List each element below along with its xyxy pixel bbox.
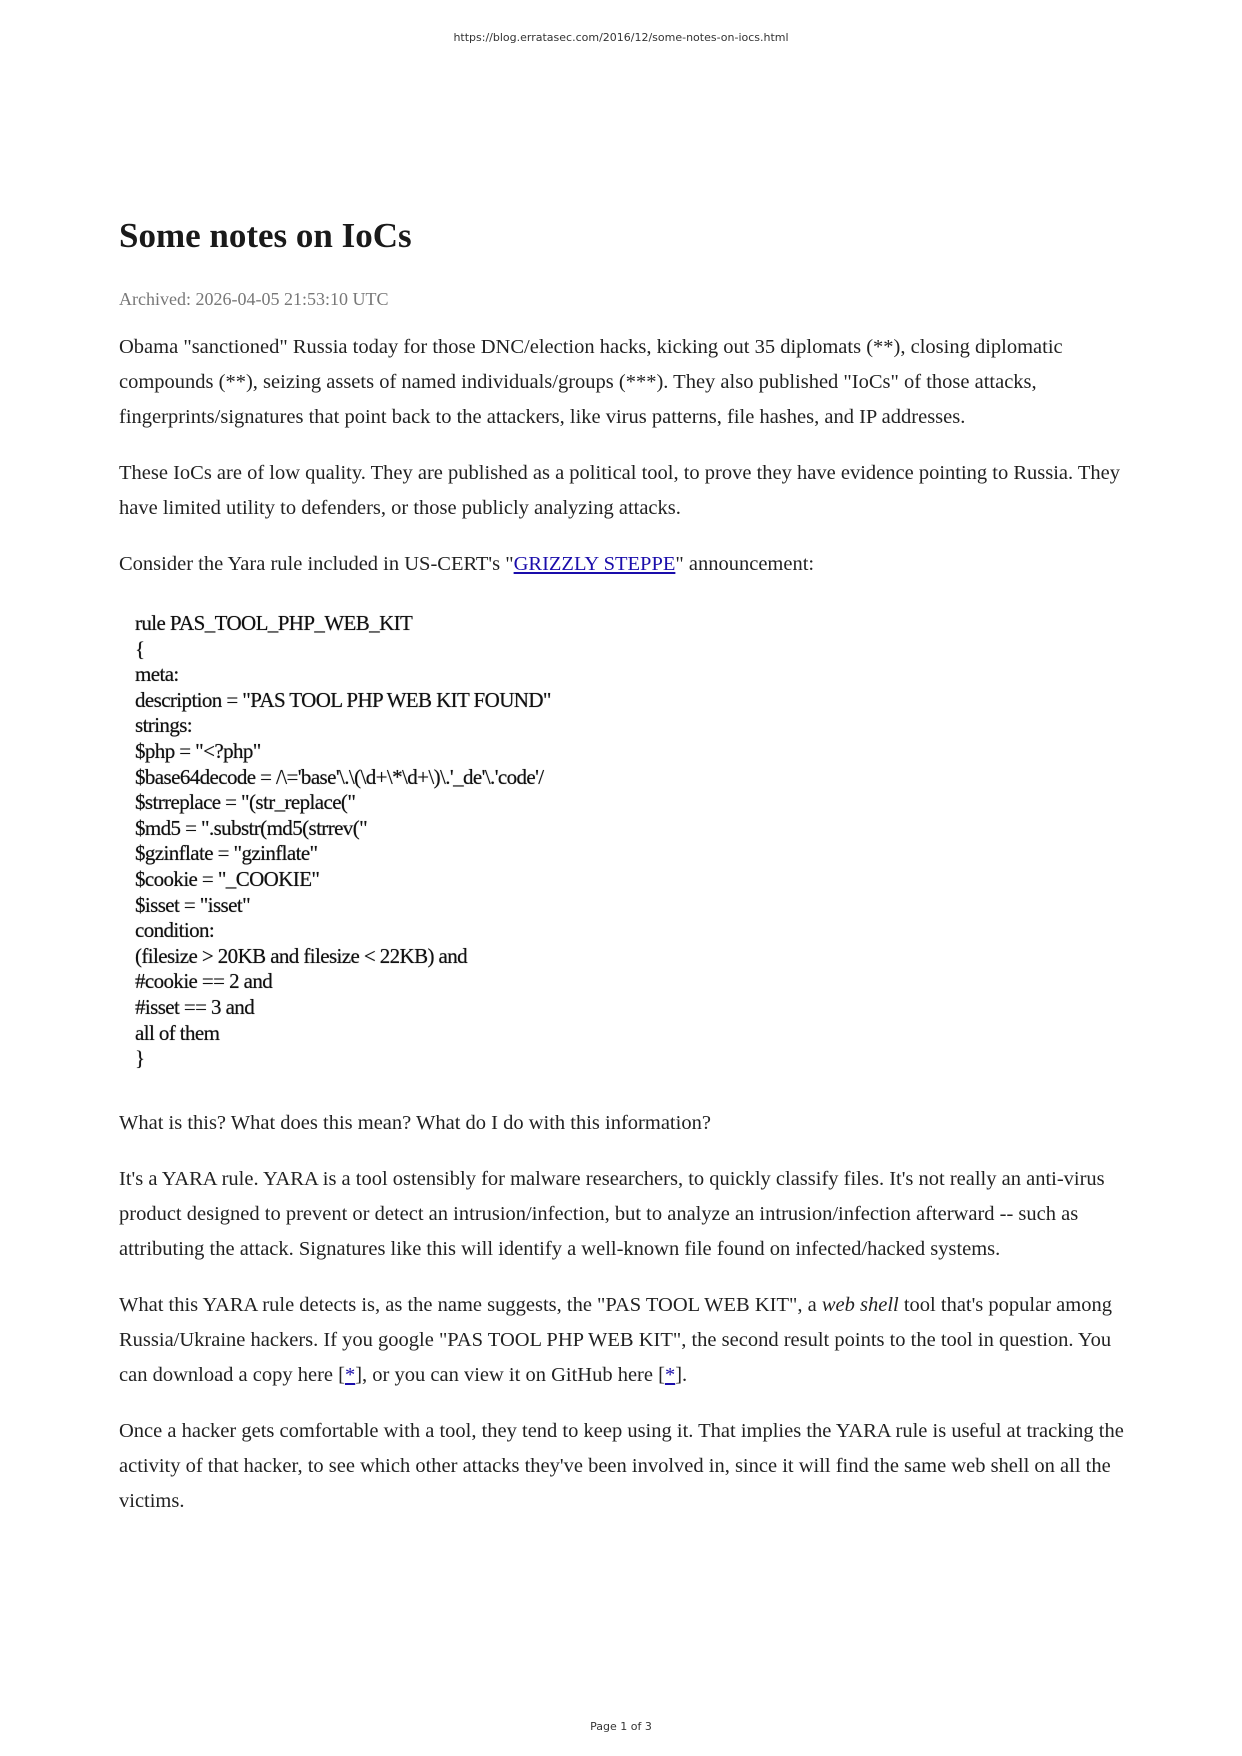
yara-rule-line: } — [135, 1046, 145, 1071]
paragraph-5: It's a YARA rule. YARA is a tool ostensibly for malware researchers, to quickly classify files. It's not really an anti-virus product designed to prevent or detect an intrusion/infection, but to analyze an intrusion/infection afterward -- such as attributing the attack. Signatures like this will identify a well-known file found on infected/hacked systems. — [119, 1167, 1105, 1260]
article-title: Some notes on IoCs — [119, 216, 412, 255]
yara-rule-line: condition: — [135, 918, 215, 943]
paragraph-6-text-4: ]. — [675, 1363, 688, 1386]
yara-rule-line: strings: — [135, 713, 193, 738]
paragraph-7: Once a hacker gets comfortable with a tool, they tend to keep using it. That implies the YARA rule is useful at tracking the activity of that hacker, to see which other attacks they've been involved in, since it will find the same web shell on all the victims. — [119, 1419, 1124, 1512]
paragraph-6-text-3: ], or you can view it on GitHub here [ — [355, 1363, 665, 1386]
yara-rule-line: (filesize > 20KB and filesize < 22KB) and — [135, 943, 468, 968]
paragraph-6-text-1: What this YARA rule detects is, as the name suggests, the "PAS TOOL WEB KIT", a — [119, 1293, 822, 1316]
yara-rule-line: description = "PAS TOOL PHP WEB KIT FOUND" — [135, 687, 551, 712]
yara-rule-line: meta: — [135, 662, 179, 687]
yara-rule-line: $strreplace = "(str_replace(" — [135, 790, 356, 815]
yara-rule-line: { — [135, 636, 145, 661]
paragraph-6 — [119, 1288, 1129, 1393]
yara-rule-line: $gzinflate = "gzinflate" — [135, 841, 318, 866]
yara-rule-line: #isset == 3 and — [135, 994, 255, 1019]
archived-timestamp: Archived: 2026-04-05 21:53:10 UTC — [119, 289, 389, 309]
download-copy-link[interactable]: * — [344, 1363, 356, 1386]
paragraph-1: Obama "sanctioned" Russia today for those DNC/election hacks, kicking out 35 diplomats (**), closing diplomatic compounds (**), seizing assets of named individuals/groups (***). They also published "IoCs" of those attacks, fingerprints/signatures that point back to the attackers, like virus patterns, file hashes, and IP addresses. — [119, 336, 1063, 428]
paragraph-3 — [119, 547, 1129, 582]
paragraph-4: What is this? What does this mean? What do I do with this information? — [119, 1111, 711, 1134]
paragraph-3-text-before: Consider the Yara rule included in US-CERT's " — [119, 553, 514, 575]
paragraph-2: These IoCs are of low quality. They are published as a political tool, to prove they have evidence pointing to Russia. They have limited utility to defenders, or those publicly analyzing attacks. — [119, 462, 1121, 519]
yara-rule-line: #cookie == 2 and — [135, 969, 273, 994]
github-link[interactable]: * — [664, 1363, 676, 1386]
yara-rule-image — [119, 603, 635, 1080]
paragraph-3-text-after: " announcement: — [675, 553, 815, 575]
yara-rule-line: all of them — [135, 1020, 220, 1045]
yara-rule-line: $base64decode = /\='base'\.\(\d+\*\d+\)\.'_de'\.'code'/ — [135, 764, 544, 789]
grizzly-steppe-link[interactable]: GRIZZLY STEPPE — [513, 553, 676, 575]
page-url: https://blog.erratasec.com/2016/12/some-notes-on-iocs.html — [453, 31, 789, 44]
yara-rule-line: $php = "<?php" — [135, 738, 261, 763]
web-shell-emphasis: web shell — [821, 1293, 899, 1316]
yara-rule-line: rule PAS_TOOL_PHP_WEB_KIT — [135, 611, 413, 635]
paragraph-6-text-2: tool that's popular among Russia/Ukraine hackers. If you google "PAS TOOL PHP WEB KIT", the second result points to the tool in question. You can download a copy here [ — [119, 1293, 1112, 1386]
yara-rule-line: $cookie = "_COOKIE" — [135, 866, 320, 891]
article — [119, 212, 1129, 1540]
yara-rule-line: $isset = "isset" — [135, 892, 251, 917]
page-number: Page 1 of 3 — [590, 1720, 652, 1733]
yara-rule-line: $md5 = ".substr(md5(strrev(" — [135, 815, 368, 840]
